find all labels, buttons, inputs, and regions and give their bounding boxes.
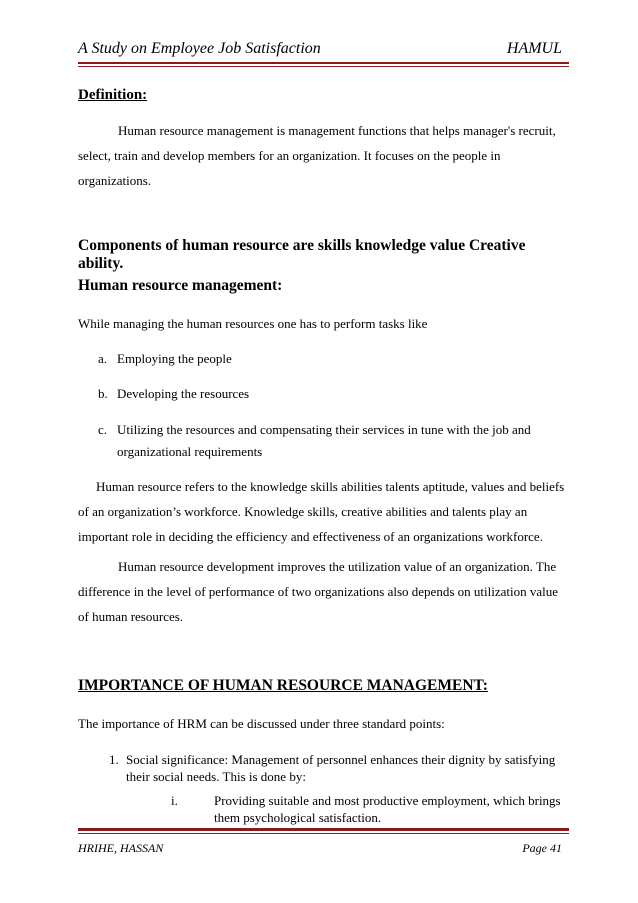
list-marker: c. bbox=[98, 422, 108, 437]
footer-rule bbox=[78, 828, 569, 831]
list-marker: a. bbox=[98, 351, 108, 366]
header-rule bbox=[78, 62, 569, 64]
list-text: Utilizing the resources and compensating their services in tune with the job and organizational requirements bbox=[117, 422, 531, 459]
components-heading: Components of human resource are skills knowledge value Creative ability. bbox=[78, 237, 526, 272]
roman-text: Providing suitable and most productive employment, which brings them psychological satisfaction. bbox=[214, 793, 561, 825]
hrm-paragraph-1: Human resource refers to the knowledge skills abilities talents aptitude, values and beliefs of an organization’s workforce. Knowledge skills, creative abilities and talents play an important role in deciding the efficiency and effectiveness of an organizations workforce. bbox=[78, 479, 565, 544]
importance-intro: The importance of HRM can be discussed under three standard points: bbox=[78, 716, 445, 731]
definition-heading: Definition: bbox=[78, 87, 148, 103]
numbered-text: Social significance: Management of personnel enhances their dignity by satisfying their social needs. This is done by: bbox=[126, 752, 556, 784]
importance-heading: IMPORTANCE OF HUMAN RESOURCE MANAGEMENT: bbox=[78, 677, 488, 694]
hrm-paragraph-2: Human resource development improves the utilization value of an organization. The difference in the level of performance of two organizations also depends on utilization value of human resources. bbox=[78, 559, 558, 624]
definition-paragraph: Human resource management is management functions that helps manager's recruit, select, train and develop members for an organization. It focuses on the people in organizations. bbox=[78, 123, 556, 188]
footer-left: HRIHE, HASSAN bbox=[78, 841, 164, 855]
roman-marker: i. bbox=[171, 793, 178, 808]
hrm-intro: While managing the human resources one has to perform tasks like bbox=[78, 316, 428, 331]
hrm-heading: Human resource management: bbox=[78, 277, 283, 294]
header-rule-thin bbox=[78, 66, 569, 67]
page-number: Page 41 bbox=[522, 841, 562, 855]
header-author: HAMUL bbox=[506, 40, 562, 57]
numbered-marker: 1. bbox=[109, 752, 119, 767]
list-text: Employing the people bbox=[117, 351, 232, 366]
list-text: Developing the resources bbox=[117, 386, 250, 401]
footer-rule-thin bbox=[78, 833, 569, 834]
header-title: A Study on Employee Job Satisfaction bbox=[78, 40, 321, 57]
list-marker: b. bbox=[98, 386, 108, 401]
